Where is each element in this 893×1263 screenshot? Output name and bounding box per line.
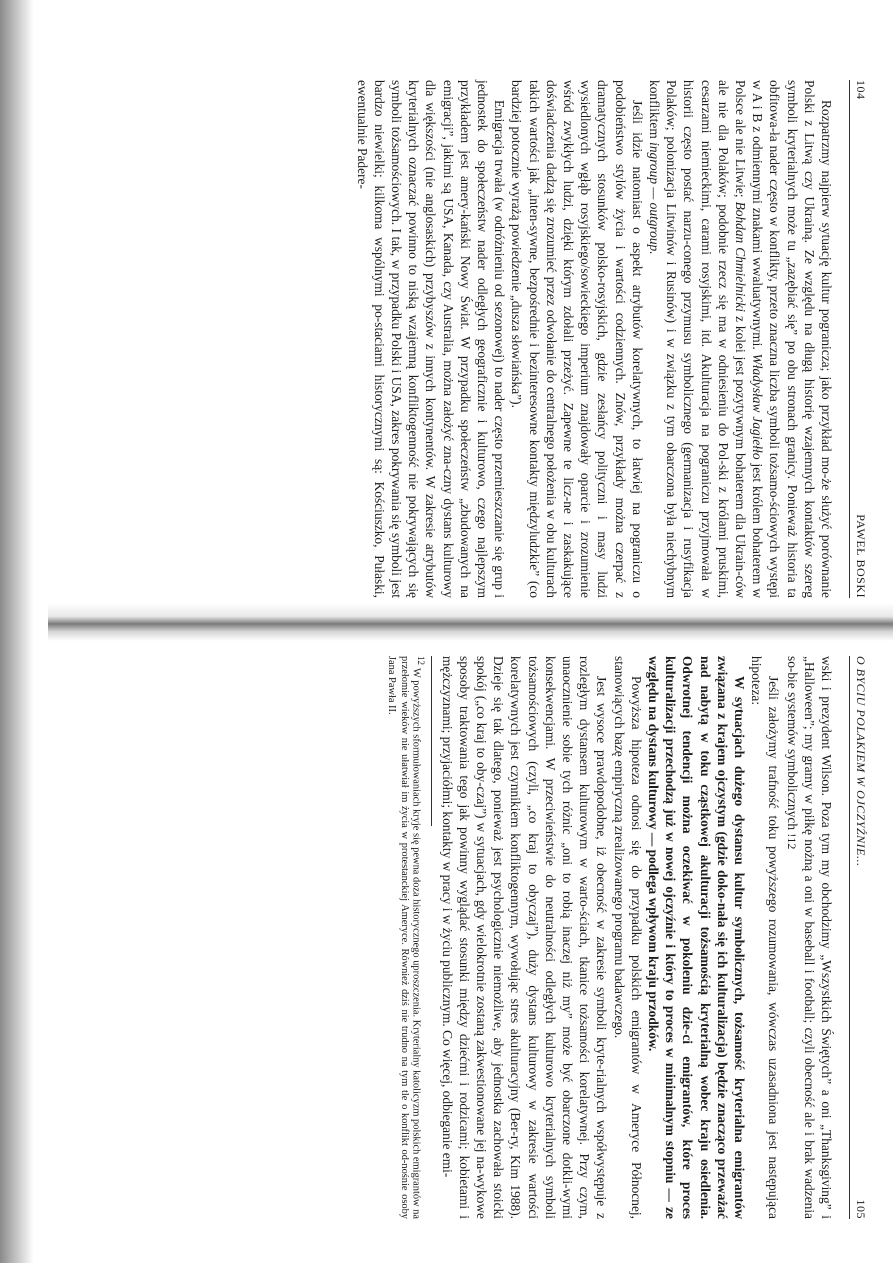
right-paragraph-4 (610, 656, 644, 1219)
paragraph-text: Jest wysoce prawdopodobne, iż obecność w zakresie symboli kryte-rialnych współwystępuje z rozległym dystansem kulturowym w warto-ściach, tkanice tożsamości korelatywnej. Przy czym, unaocznienie sobie tych różnic „oni to robią inaczej niż my” może być obarczone dotkli-wymi konsekwencjami. W przeciwieństwie do neutralności odległych kulturowo kryterialnych symboli tożsamościowych (czyli, „co kraj to obyczaj”), duży dystans kulturowy w zakresie wartości korelatywnych jest czynnikiem konfliktogennym, wywołując stres akulturacyjny (Ber-ry, Kim 1988). Dzieje się tak dlatego, ponieważ jest psychologicznie niemożliwe, aby jednostka zachowała stoicki spokój („co kraj to oby-czaj”) w sytuacjach, gdy wielokrotnie zostaną zakwestionowane jej na-wykowe sposoby traktowania tego jak powinny wyglądać stosunki między dziećmi i rodzicami; kobietami i mężczyznami; przyjaciółmi; kontakty w pracy i w życiu publicznym. Co więcej, odbieganie emi- (439, 656, 610, 1219)
right-page (0, 636, 893, 1263)
left-running-title: PAWEŁ BOSKI (854, 514, 868, 598)
left-body-text (353, 80, 835, 598)
right-running-title: O BYCIU POLAKIEM W OJCZYŹNIE... (854, 656, 868, 867)
paragraph-text: jest królem bohaterem w Polsce ale nie Litwie; (732, 80, 766, 599)
italic-name: Władysław Jagiełło (750, 353, 766, 460)
paragraph-text: Emigracja trwała (w odróżnieniu od sezonowej) to nader często przemieszczanie się grup i jednostek do społeczeństw nader odległych geograficznie i kulturowo, czego najlepszym przykładem jest amery-kański Nowy Świat. W przypadku społeczeństw „zbudowanych na emigracji”, jakimi są USA, Kanada, czy Australia, można założyć zna-czny dystans kulturowy dla większości (nie anglosaskich) przybyszów z innych kontynentów. W zakresie atrybutów kryterialnych oznaczać powinno to niską wzajemną konfliktogenność nie pokrywających się symboli tożsamościowych. I tak, w przypadku Polski i USA, zakres pokrywania się symboli jest bardzo niewielki; kilkoma wspólnymi po-staciami historycznymi są: Kościuszko, Pułaski, ewentualnie Padere- (354, 80, 508, 598)
italic-term: ingroup — outgroup. (646, 142, 662, 255)
left-page (0, 0, 893, 622)
paragraph-text: Jeśli idzie natomiast o aspekt atrybutów korelatywnych, to łatwiej na pograniczu o podobieństwo stylów życia i wartości codziennych. Znów, przykłady można czerpać z dramatycznych stosunków polsko-rosyjskich, gdzie zesłańcy polityczni i masy ludzi wysiedlonych wgłąb rosyjskiego/sowieckiego imperium znajdowały oparcie i zrozumienie wśród zwykłych ludzi, dzięki którym zdołali przeżyć. Zapewne te licz-ne i zaskakujące doświadczenia dadzą się zrozumieć przez odwołanie do centralnego położenia w obu kulturach takich wartości jak „inten-sywne, bezpośrednie i bezinteresowne kontakty międzyludzkie” (co bardziej potocznie wyrażą powiedzenie „dusza słowiańska”). (509, 80, 645, 598)
right-paragraph-5 (438, 656, 610, 1219)
footnote (385, 656, 427, 1219)
paragraph-text: Powyższa hipoteza odnosi się do przypadku polskich emigrantów w Ameryce Północnej, stanowiących bazę empiryczną zrealizowanego programu badawczego. (611, 656, 644, 1219)
right-running-head (849, 656, 868, 1219)
left-running-head (849, 80, 868, 598)
left-paragraph-2 (508, 80, 646, 598)
right-page-number: 105 (854, 1199, 868, 1219)
left-paragraph-3 (353, 80, 508, 598)
right-paragraph-2 (748, 656, 782, 1219)
italic-name: Bohdan Chmielnicki (732, 201, 748, 312)
paragraph-text: Rozpatrzmy najpierw sytuację kultur pogranicza; jako przykład mo-że służyć porównanie Polski z Litwą czy Ukrainą. Ze względu na długą historię wzajemnych kontaktów szereg symboli kryterialnych może tu „zazębiać się” po obu stronach granicy. Ponieważ historia ta obfitowa-ła nader często w konflikty, przeto znaczna liczba symboli tożsamo-ściowych występi w A i B z odmiennymi znakami wwaluatywnymi. (750, 80, 834, 598)
right-body-text (438, 656, 835, 1219)
paragraph-text: wski i prezydent Wilson. Poza tym my obchodzimy „Wszystkich Świętych” a oni „Thanksgiving” i „Halloween”; my gramy w piłkę nożną a oni w baseball i football; czyli obecność ale i brak wadzenia so-bie systemów symbolicznych (784, 656, 834, 1219)
paragraph-text: z kolei jest pozytywnym bohaterem dla Ukrain-ców ale nie dla Polaków; podobnie rzecz się ma w odniesieniu do Pol-ski z królami pruskimi, cesarzami niemieckimi, carami rosyjskimi, itd. Akulturacja na pograniczu przyjmowała w historii często postać narzu-conego przymusu symbolicznego (germanizacja i rusyfikacja Polaków; polonizacja Litwinów i Rusinów) i w związku z tym obarczona była niechybnym konfliktem (646, 80, 748, 598)
footnote-number: 12 (416, 656, 427, 665)
left-page-number: 104 (854, 80, 868, 100)
right-paragraph-1 (782, 656, 835, 1219)
left-paragraph-1 (646, 80, 835, 598)
footnote-rule (431, 656, 432, 826)
hypothesis-paragraph (645, 656, 748, 1219)
hypothesis-text: W sytuacjach dużego dystansu kultur symbolicznych, tożsamość kryterialna emigrantów związana z krajem ojczystym (gdzie doko-nała się ich kulturalizacja) będzie znacząco przeważać nad nabytą w toku cząstkowej akulturacji tożsamością kryterialną wobec kraju osiedlenia. Odwrotnej tendencji można oczekiwać w pokoleniu dzie-ci emigrantów, które proces kulturalizacji przechodzą już w nowej ojczyźnie i który to proces w minimalnym stopniu — ze względu na dystans kulturowy — podlega wpływom kraju przodków. (645, 656, 747, 1219)
footnote-marker: !12 (784, 833, 799, 850)
scan-edge-shadow (0, 0, 48, 1263)
paragraph-text: Jeśli założymy trafność toku powyższego rozumowania, wówczas uzasadniona jest następująca hipoteza: (749, 656, 782, 1219)
footnote-text: W powyższych sformułowaniach kryje się pewna doza historycznego uproszczenia. Kryterialny katolicyzm polskich emigrantów na przełomie wieków nie ułatwiał im życia w protestanckiej Ameryce. Również dziś nie trudno na tym tle o konflikt od-nośnie osoby Jana Pawła II. (386, 656, 422, 1219)
